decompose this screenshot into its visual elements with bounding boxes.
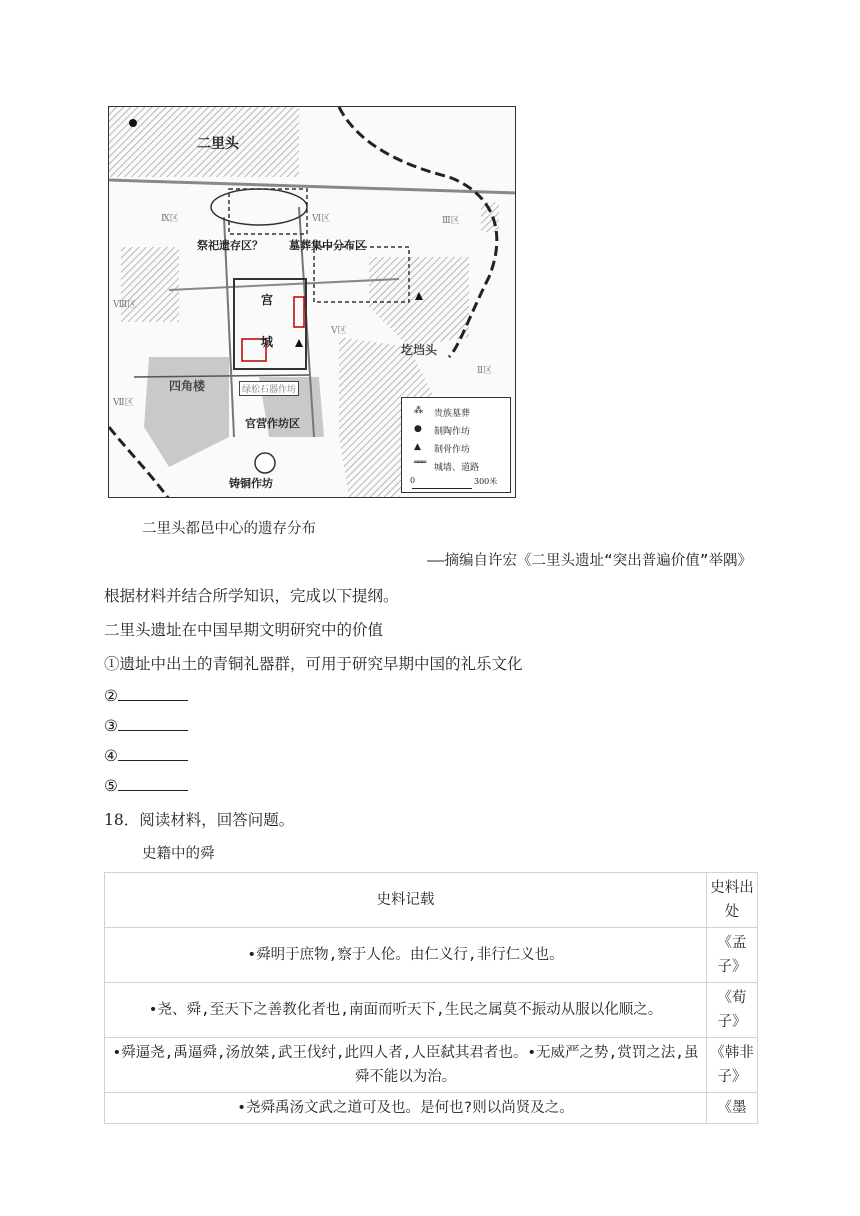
map-label-hedangtou: 圪垱头	[401, 343, 438, 357]
table-header-row	[105, 873, 758, 928]
outline-item-2	[104, 686, 188, 705]
gray-area-sw	[144, 357, 229, 467]
answer-blank[interactable]	[118, 776, 188, 791]
map-label-erlitou: 二里头	[197, 136, 239, 152]
table-row	[105, 983, 758, 1038]
outline-item-3	[104, 716, 188, 735]
zone-8: Ⅷ区	[113, 300, 137, 310]
answer-blank[interactable]	[118, 686, 188, 701]
zone-7: Ⅶ区	[113, 398, 134, 408]
zone-6: Ⅵ区	[312, 214, 331, 224]
outline-num: ②	[104, 687, 118, 705]
hatch-area-ne	[481, 202, 499, 232]
outline-num: ④	[104, 747, 118, 765]
scale-bar	[412, 488, 472, 489]
legend-item: 制陶作坊	[434, 427, 471, 437]
scale-start: 0	[410, 476, 416, 485]
site-map	[108, 106, 516, 498]
zone-5: Ⅴ区	[331, 326, 347, 336]
legend-item: 贵族墓葬	[434, 409, 471, 419]
outline-text: 遗址中出土的青铜礼器群，可用于研究早期中国的礼乐文化	[119, 655, 523, 673]
table-row	[105, 1038, 758, 1093]
row-source: 《荀子》	[707, 983, 758, 1038]
header-source: 史料出处	[707, 873, 758, 928]
scale-end: 300米	[474, 477, 498, 486]
map-label-sacrifice: 祭祀遗存区？	[197, 239, 263, 252]
instruction: 根据材料并结合所学知识，完成以下提纲。	[104, 587, 399, 605]
figure-caption: 二里头都邑中心的遗存分布	[142, 521, 316, 537]
table-row	[105, 928, 758, 983]
zone-2: Ⅱ区	[477, 366, 493, 376]
legend-item: 制骨作坊	[434, 445, 471, 455]
row-text: •舜明于庶物,察于人伦。由仁义行,非行仁义也。	[105, 928, 707, 983]
road-north	[109, 180, 516, 193]
row-text: •舜逼尧,禹逼舜,汤放桀,武王伐纣,此四人者,人臣弑其君者也。•无威严之势,赏罚之法,虽舜不能以为治。	[105, 1038, 707, 1093]
legend-item: 城墙、道路	[434, 463, 480, 473]
map-label-bronze: 铸铜作坊	[229, 477, 273, 490]
header-record: 史料记载	[105, 873, 707, 928]
pottery-dot-icon: ●	[414, 424, 422, 434]
outline-item-5	[104, 776, 188, 795]
sacrifice-ellipse	[211, 189, 307, 225]
hatch-area-west	[121, 247, 179, 322]
question-18: 18．阅读材料，回答问题。	[104, 811, 295, 829]
map-label-tombs: 墓葬集中分布区	[289, 239, 366, 252]
bone-workshop-marker-2	[295, 339, 303, 347]
figure-source: ——摘编自许宏《二里头遗址“突出普遍价值”举隅》	[427, 553, 752, 569]
map-label-workshop: 官营作坊区	[245, 417, 300, 430]
road-middle	[169, 279, 399, 290]
map-label-palace-b: 城	[261, 335, 274, 349]
map-legend	[401, 397, 511, 493]
source-table	[104, 872, 758, 1124]
outline-item-1	[104, 652, 523, 674]
pottery-workshop-marker	[129, 119, 137, 127]
table-row	[105, 1093, 758, 1124]
row-text: •尧、舜,至天下之善教化者也,南面而听天下,生民之属莫不振动从服以化顺之。	[105, 983, 707, 1038]
row-text: •尧舜禹汤文武之道可及也。是何也?则以尚贤及之。	[105, 1093, 707, 1124]
answer-blank[interactable]	[118, 746, 188, 761]
bone-triangle-icon: ▲	[414, 442, 421, 452]
wall-road-line-icon: ═══	[414, 458, 425, 468]
row-source: 《孟子》	[707, 928, 758, 983]
zone-3: Ⅲ区	[442, 216, 460, 226]
answer-blank[interactable]	[118, 716, 188, 731]
row-source: 《韩非子》	[707, 1038, 758, 1093]
outline-num: ①	[104, 655, 120, 673]
outline-title: 二里头遗址在中国早期文明研究中的价值	[104, 621, 384, 639]
row-source: 《墨	[707, 1093, 758, 1124]
map-label-sijiaolou: 四角楼	[169, 379, 206, 393]
zone-9: Ⅸ区	[161, 214, 179, 224]
outline-num: ⑤	[104, 777, 118, 795]
palace-building-2	[294, 297, 304, 327]
map-label-palace-a: 宫	[261, 293, 274, 307]
outline-item-4	[104, 746, 188, 765]
noble-tomb-icon: ⁂	[414, 406, 423, 416]
bronze-workshop-circle	[255, 453, 275, 473]
map-label-turquoise: 绿松石器作坊	[239, 381, 299, 396]
outline-num: ③	[104, 717, 118, 735]
table-title: 史籍中的舜	[142, 846, 215, 862]
